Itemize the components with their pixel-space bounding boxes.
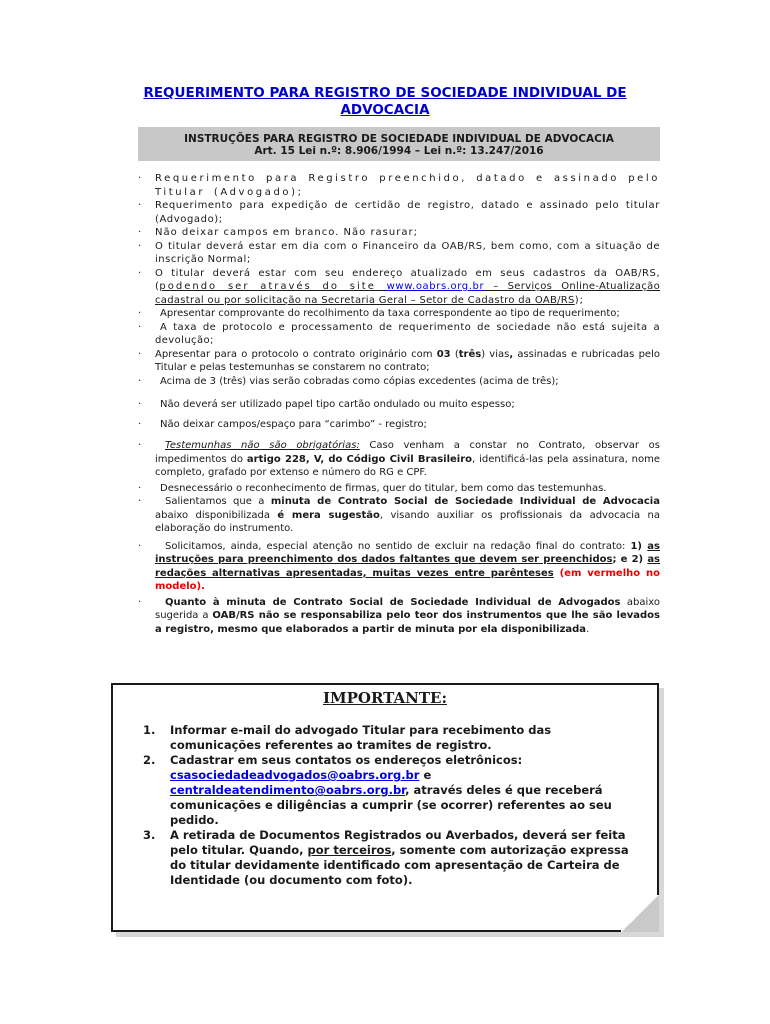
- important-item-text: , somente com autorização expressa do titular devidamente identificado com apresentação de Carteira de Identidade (ou documento com foto).: [170, 843, 629, 887]
- list-item: [138, 199, 660, 226]
- list-item: [138, 307, 660, 321]
- list-item: [138, 375, 660, 389]
- item-text: .: [586, 623, 590, 635]
- instructions-header-line2: Art. 15 Lei n.º: 8.906/1994 – Lei n.º: 13.247/2016: [254, 145, 544, 157]
- item-text-bold: ,: [509, 348, 514, 360]
- item-text-underlined: podendo ser através do site: [159, 281, 387, 292]
- item-text-bold-underlined: as instruções para preenchimento dos dados faltantes que devem ser preenchidos: [155, 540, 660, 565]
- item-text: Caso venham a constar no Contrato, observar os impedimentos do: [155, 440, 660, 465]
- list-item: [138, 348, 660, 375]
- list-item: [138, 418, 660, 432]
- oabrs-site-link[interactable]: www.oabrs.org.br: [386, 281, 485, 292]
- bullet: ·: [138, 496, 142, 507]
- bullet: ·: [138, 173, 143, 184]
- item-text: Requerimento para Registro preenchido, datado e assinado pelo Titular (Advogado);: [155, 173, 660, 198]
- list-item: [138, 439, 660, 480]
- item-text-bold: 03: [436, 348, 451, 360]
- important-item: [143, 723, 635, 753]
- bullet: ·: [138, 321, 143, 333]
- item-text: Solicitamos, ainda, especial atenção no sentido de excluir na redação final do contrato:: [165, 540, 631, 552]
- bullet: ·: [138, 399, 142, 410]
- bullet: ·: [138, 540, 142, 552]
- important-item-text-underlined: por terceiros: [307, 843, 392, 857]
- item-text: Não deixar campos em branco. Não rasurar;: [155, 227, 418, 238]
- item-text: Apresentar comprovante do recolhimento da taxa correspondente ao tipo de requerimento;: [160, 308, 620, 319]
- important-item-text: , através deles é que receberá comunicações e diligências a cumprir (se ocorrer) referentes ao seu pedido.: [170, 783, 612, 827]
- important-box: [111, 683, 659, 932]
- important-item: [143, 753, 635, 828]
- instructions-header-line1: INSTRUÇÕES PARA REGISTRO DE SOCIEDADE INDIVIDUAL DE ADVOCACIA: [184, 133, 614, 145]
- item-text-bold: 1): [630, 540, 648, 552]
- instructions-header: [138, 127, 660, 161]
- list-item: [138, 596, 660, 637]
- atendimento-email-link[interactable]: centraldeatendimento@oabrs.org.br: [170, 783, 406, 797]
- list-item: [138, 398, 660, 412]
- item-text-bold: OAB/RS não se responsabiliza pelo teor dos instrumentos que lhe são levados a registro, mesmo que elaborados a partir de minuta por ela disponibilizada: [155, 610, 660, 635]
- list-item: [138, 172, 660, 199]
- item-number: 1.: [143, 723, 156, 737]
- item-text: );: [574, 294, 584, 306]
- list-item: [138, 321, 660, 348]
- important-item-text: A retirada de Documentos Registrados ou Averbados, deverá ser feita pelo titular. Quando,: [170, 828, 626, 857]
- item-text-bold: minuta de Contrato Social de Sociedade Individual de Advocacia: [270, 496, 660, 507]
- item-text: Desnecessário o reconhecimento de firmas, quer do titular, bem como das testemunhas.: [160, 482, 607, 494]
- bullet: ·: [138, 440, 142, 451]
- item-number: 3.: [143, 828, 156, 842]
- item-text-bold-underlined: as redações alternativas apresentadas, muitas vezes entre parênteses: [155, 554, 661, 579]
- bullet: ·: [138, 375, 142, 387]
- instructions-list: [138, 172, 660, 636]
- important-item-text: Informar e-mail do advogado Titular para recebimento das comunicações referentes ao tramites de registro.: [170, 723, 552, 752]
- item-text: Não deverá ser utilizado papel tipo cartão ondulado ou muito espesso;: [160, 399, 515, 410]
- important-item-text: Cadastrar em seus contatos os endereços eletrônicos:: [170, 753, 523, 767]
- bullet: ·: [138, 240, 143, 252]
- item-text-bold: é mera sugestão: [277, 509, 380, 521]
- list-item: [138, 482, 660, 496]
- list-item: [138, 226, 660, 240]
- item-text: Acima de 3 (três) vias serão cobradas como cópias excedentes (acima de três);: [160, 375, 559, 387]
- item-text: Requerimento para expedição de certidão de registro, datado e assinado pelo titular (Advogado);: [155, 200, 660, 225]
- item-text: (: [450, 348, 459, 360]
- item-text: abaixo sugerida a: [155, 596, 660, 621]
- important-item-text: e: [419, 768, 432, 782]
- item-text: ) vias: [481, 348, 510, 360]
- item-text-bold: Quanto à minuta de Contrato Social de Sociedade Individual de Advogados: [165, 596, 621, 608]
- bullet: ·: [138, 596, 142, 608]
- item-text: O titular deverá estar em dia com o Financeiro da OAB/RS, bem como, com a situação de inscrição Normal;: [155, 240, 660, 265]
- bullet: ·: [138, 482, 142, 494]
- item-text: A taxa de protocolo e processamento de requerimento de sociedade não está sujeita a devolução;: [155, 321, 660, 346]
- item-text: Salientamos que a: [165, 496, 271, 507]
- item-text-bold: artigo 228, V, do Código Civil Brasileiro: [246, 453, 473, 465]
- list-item: [138, 540, 660, 594]
- item-text: assinadas e rubricadas pelo Titular e pelas testemunhas se constarem no contrato;: [155, 348, 660, 373]
- item-text: O titular deverá estar com seu endereço atualizado em seus cadastros da OAB/RS, (: [155, 267, 660, 292]
- sociedade-email-link[interactable]: csasociedadeadvogados@oabrs.org.br: [170, 768, 420, 782]
- list-item: [138, 240, 660, 267]
- item-text: Não deixar campos/espaço para “carimbo” - registro;: [160, 418, 427, 430]
- item-text-underlined: – Serviços Online-Atualização cadastral ou por solicitação na Secretaria Geral – Setor de Cadastro da OAB/RS: [155, 281, 661, 306]
- bullet: ·: [138, 348, 142, 360]
- item-text: , visando auxiliar os profissionais da advocacia na elaboração do instrumento.: [155, 509, 660, 534]
- item-number: 2.: [143, 753, 156, 767]
- bullet: ·: [138, 200, 143, 211]
- item-text: Apresentar para o protocolo o contrato originário com: [155, 348, 437, 360]
- list-item: [138, 495, 660, 536]
- item-text-italic: Testemunhas não são obrigatórias:: [165, 440, 360, 451]
- important-item: [143, 828, 635, 888]
- bullet: ·: [138, 308, 142, 319]
- bullet: ·: [138, 418, 142, 430]
- bullet: ·: [138, 267, 143, 279]
- page-curl: [621, 895, 659, 932]
- item-text-red: (em vermelho no modelo).: [155, 567, 661, 592]
- item-text-bold: ; e 2): [612, 554, 648, 565]
- bullet: ·: [138, 227, 143, 238]
- list-item: [138, 267, 660, 308]
- item-text: abaixo disponibilizada: [155, 509, 278, 521]
- item-text: , identificá-las pela assinatura, nome completo, grafado por extenso e número do RG e CPF.: [155, 453, 660, 478]
- important-title: IMPORTANTE:: [323, 689, 447, 707]
- important-list: [143, 723, 635, 888]
- item-text-bold: três: [458, 348, 482, 360]
- document-title: REQUERIMENTO PARA REGISTRO DE SOCIEDADE INDIVIDUAL DE ADVOCACIA: [143, 85, 627, 118]
